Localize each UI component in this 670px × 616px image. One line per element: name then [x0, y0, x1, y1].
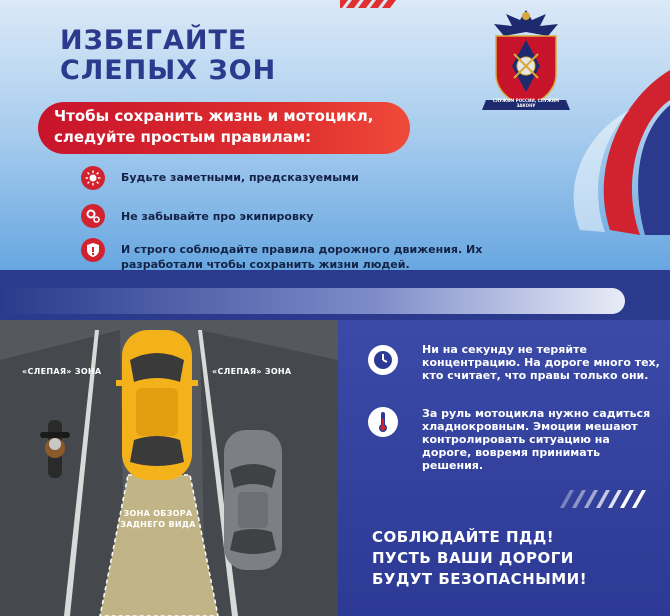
thermometer-icon — [368, 407, 398, 437]
tip-2-text: За руль мотоцикла нужно садиться хладнокровным. Эмоции мешают контролировать ситуацию на дороге, вовремя принимать решения. — [422, 407, 651, 472]
road-illustration — [0, 320, 338, 616]
blind-zone-right-label: «СЛЕПАЯ» ЗОНА — [212, 367, 292, 376]
sun-icon — [81, 166, 105, 190]
gears-icon — [81, 204, 105, 228]
emblem-ribbon-text: СЛУЖИМ РОССИИ, СЛУЖИМ ЗАКОНУ — [492, 98, 560, 108]
banner-text: Чтобы сохранить жизнь и мотоцикл, следуйте простым правилам: — [54, 107, 374, 146]
stripes-decoration — [340, 0, 400, 10]
panel-stripes-decoration — [560, 488, 650, 510]
blind-zone-left-label: «СЛЕПАЯ» ЗОНА — [22, 367, 102, 376]
clock-icon — [368, 345, 398, 375]
grey-car — [224, 430, 282, 570]
yellow-car — [116, 330, 198, 480]
shield-icon — [81, 238, 105, 262]
rule-3-text: И строго соблюдайте правила дорожного движения. Их разработали чтобы сохранить жизни людей. — [121, 243, 483, 271]
band — [0, 270, 670, 288]
footer-slogan: СОБЛЮДАЙТЕ ПДД! ПУСТЬ ВАШИ ДОРОГИ БУДУТ БЕЗОПАСНЫМИ! — [372, 528, 588, 588]
page-title: ИЗБЕГАЙТЕ СЛЕПЫХ ЗОН — [60, 25, 277, 86]
tip-1-text: Ни на секунду не теряйте концентрацию. На дороге много тех, кто считает, что правы только они. — [422, 343, 660, 382]
rule-2-text: Не забывайте про экипировку — [121, 210, 314, 223]
rule-1-text: Будьте заметными, предсказуемыми — [121, 171, 359, 184]
light-stripe — [0, 288, 625, 314]
rear-view-zone-label: ЗОНА ОБЗОРА ЗАДНЕГО ВИДА — [120, 509, 196, 529]
